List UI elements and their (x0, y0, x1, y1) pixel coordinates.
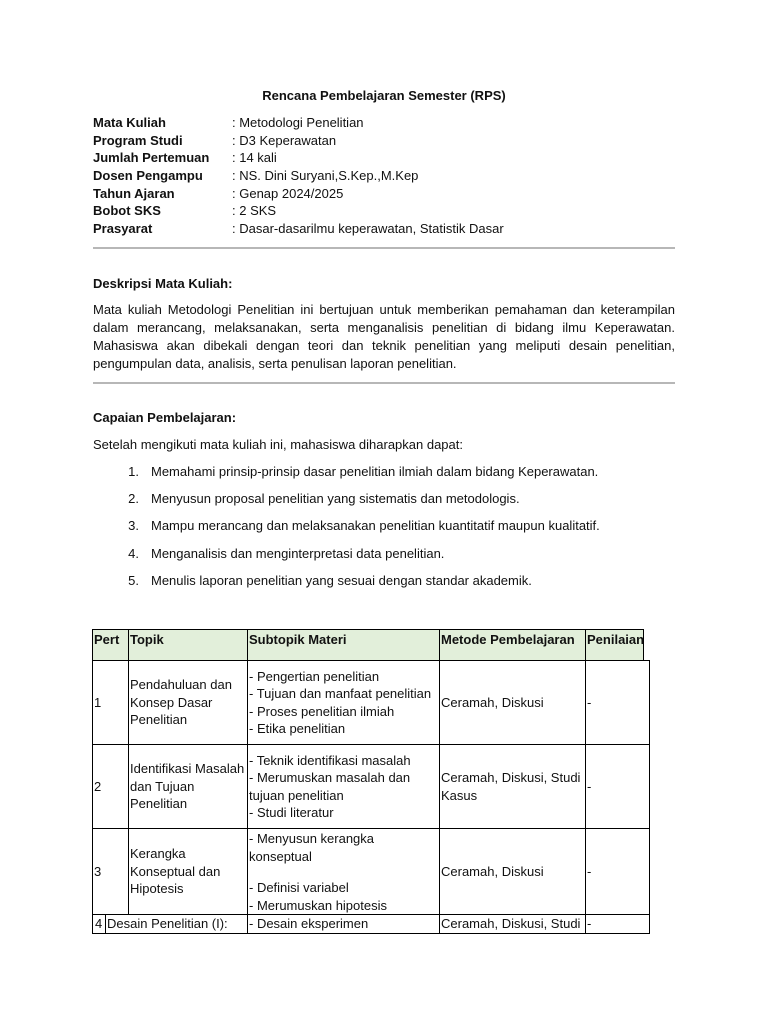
subtopic-line: - Menyusun kerangka konseptual (249, 831, 375, 864)
list-text: Menyusun proposal penelitian yang sistematis dan metodologis. (151, 491, 520, 507)
cell-subtopic (247, 660, 440, 745)
cell-assessment: - (585, 828, 650, 915)
list-number: 4. (128, 545, 139, 561)
info-value: : 2 SKS (232, 203, 277, 219)
cell-topic (128, 828, 248, 915)
info-label: Jumlah Pertemuan (93, 150, 210, 166)
info-label: Dosen Pengampu (93, 168, 203, 184)
header-subtopic: Subtopik Materi (247, 629, 440, 661)
table-header-row (92, 629, 649, 660)
info-row-program (93, 132, 504, 150)
header-assessment: Penilaian (585, 629, 644, 661)
subtopic-line: - Teknik identifikasi masalah (249, 752, 411, 768)
table-row (92, 744, 649, 828)
info-label: Tahun Ajaran (93, 185, 175, 201)
info-value: : 14 kali (232, 150, 277, 166)
list-text: Mampu merancang dan melaksanakan penelitian kuantitatif maupun kualitatif. (151, 518, 600, 534)
header-pert: Pert (92, 629, 129, 661)
list-text: Memahami prinsip-prinsip dasar penelitian ilmiah dalam bidang Keperawatan. (151, 464, 599, 479)
list-number: 1. (128, 464, 139, 479)
info-label: Prasyarat (93, 221, 153, 237)
topic-line: Penelitian (130, 796, 188, 812)
description-text: Mata kuliah Metodologi Penelitian ini bertujuan untuk memberikan pemahaman dan keterampilan dalam merancang, melaksanakan, serta menganalisis penelitian di bidang ilmu Keperawatan. Mahasiswa akan dibekali dengan teori dan teknik penelitian yang meliputi desain penelitian, pengumpulan data, analisis, serta penulisan laporan penelitian. (93, 302, 675, 371)
method-line: Ceramah, Diskusi, Studi (441, 770, 581, 785)
list-item (93, 572, 600, 599)
table-row (92, 828, 649, 914)
list-item (93, 490, 600, 517)
cell-method (439, 744, 586, 829)
topic-line: dan Tujuan (130, 778, 195, 794)
info-label: Mata Kuliah (93, 115, 166, 130)
info-value: : D3 Keperawatan (232, 132, 337, 148)
cell-method: Ceramah, Diskusi (439, 828, 586, 915)
list-item (93, 517, 600, 544)
cell-subtopic (247, 828, 440, 915)
list-text: Menulis laporan penelitian yang sesuai dengan standar akademik. (151, 572, 532, 588)
info-label: Program Studi (93, 132, 183, 148)
info-row-meetings (93, 149, 504, 167)
cell-topic: Desain Penelitian (I): (105, 914, 248, 934)
divider (93, 382, 675, 384)
info-value: : Dasar-dasarilmu keperawatan, Statistik Dasar (232, 221, 504, 237)
topic-line: Pendahuluan dan (130, 677, 232, 693)
info-row-lecturer (93, 167, 504, 185)
schedule-table (92, 629, 649, 933)
topic-line: Identifikasi Masalah (130, 761, 245, 777)
cell-assessment: - (585, 914, 650, 934)
topic-line: Konseptual dan (130, 863, 221, 879)
cell-pert: 2 (92, 744, 129, 829)
info-row-course (93, 114, 504, 132)
outcomes-heading: Capaian Pembelajaran: (93, 410, 237, 425)
info-row-prerequisite (93, 220, 504, 238)
topic-line: Penelitian (130, 712, 188, 728)
list-number: 3. (128, 518, 139, 534)
cell-assessment: - (585, 744, 650, 829)
subtopic-line: tujuan penelitian (249, 787, 344, 803)
subtopic-line: - Definisi variabel (249, 880, 349, 895)
cell-topic (128, 660, 248, 745)
cell-pert: 1 (92, 660, 129, 745)
method-line: Kasus (441, 787, 478, 803)
list-number: 2. (128, 491, 139, 507)
subtopic-line: - Studi literatur (249, 805, 334, 820)
info-value: : Metodologi Penelitian (232, 115, 364, 130)
description-heading: Deskripsi Mata Kuliah: (93, 276, 233, 291)
cell-method: Ceramah, Diskusi (439, 660, 586, 745)
cell-pert: 3 (92, 828, 129, 915)
subtopic-line: - Pengertian penelitian (249, 668, 380, 684)
outcomes-intro: Setelah mengikuti mata kuliah ini, mahasiswa diharapkan dapat: (93, 437, 463, 452)
list-text: Menganalisis dan menginterpretasi data penelitian. (151, 545, 445, 561)
subtopic-line: - Merumuskan masalah dan (249, 770, 411, 785)
cell-method: Ceramah, Diskusi, Studi (439, 914, 586, 934)
course-info (93, 114, 504, 238)
subtopic-line: - Proses penelitian ilmiah (249, 703, 395, 719)
list-item (93, 463, 600, 490)
cell-subtopic (247, 744, 440, 829)
topic-line: Kerangka (130, 846, 186, 862)
cell-subtopic: - Desain eksperimen (247, 914, 440, 934)
info-row-credits (93, 202, 504, 220)
document-title: Rencana Pembelajaran Semester (RPS) (262, 88, 506, 103)
outcomes-list (93, 463, 600, 599)
cell-assessment: - (585, 660, 650, 745)
info-value: : NS. Dini Suryani,S.Kep.,M.Kep (232, 168, 419, 184)
topic-line: Hipotesis (130, 881, 184, 897)
cell-topic (128, 744, 248, 829)
info-row-year (93, 185, 504, 203)
cell-pert: 4 (92, 914, 106, 934)
header-topic: Topik (128, 629, 248, 661)
topic-line: Konsep Dasar (130, 694, 213, 710)
table-row (92, 914, 649, 933)
info-label: Bobot SKS (93, 203, 161, 219)
subtopic-line: - Merumuskan hipotesis (249, 897, 387, 913)
divider (93, 247, 675, 249)
list-number: 5. (128, 572, 139, 588)
table-row (92, 660, 649, 744)
subtopic-line: - Tujuan dan manfaat penelitian (249, 686, 432, 701)
header-method: Metode Pembelajaran (439, 629, 586, 661)
list-item (93, 545, 600, 572)
subtopic-line: - Etika penelitian (249, 721, 346, 736)
info-value: : Genap 2024/2025 (232, 185, 344, 201)
